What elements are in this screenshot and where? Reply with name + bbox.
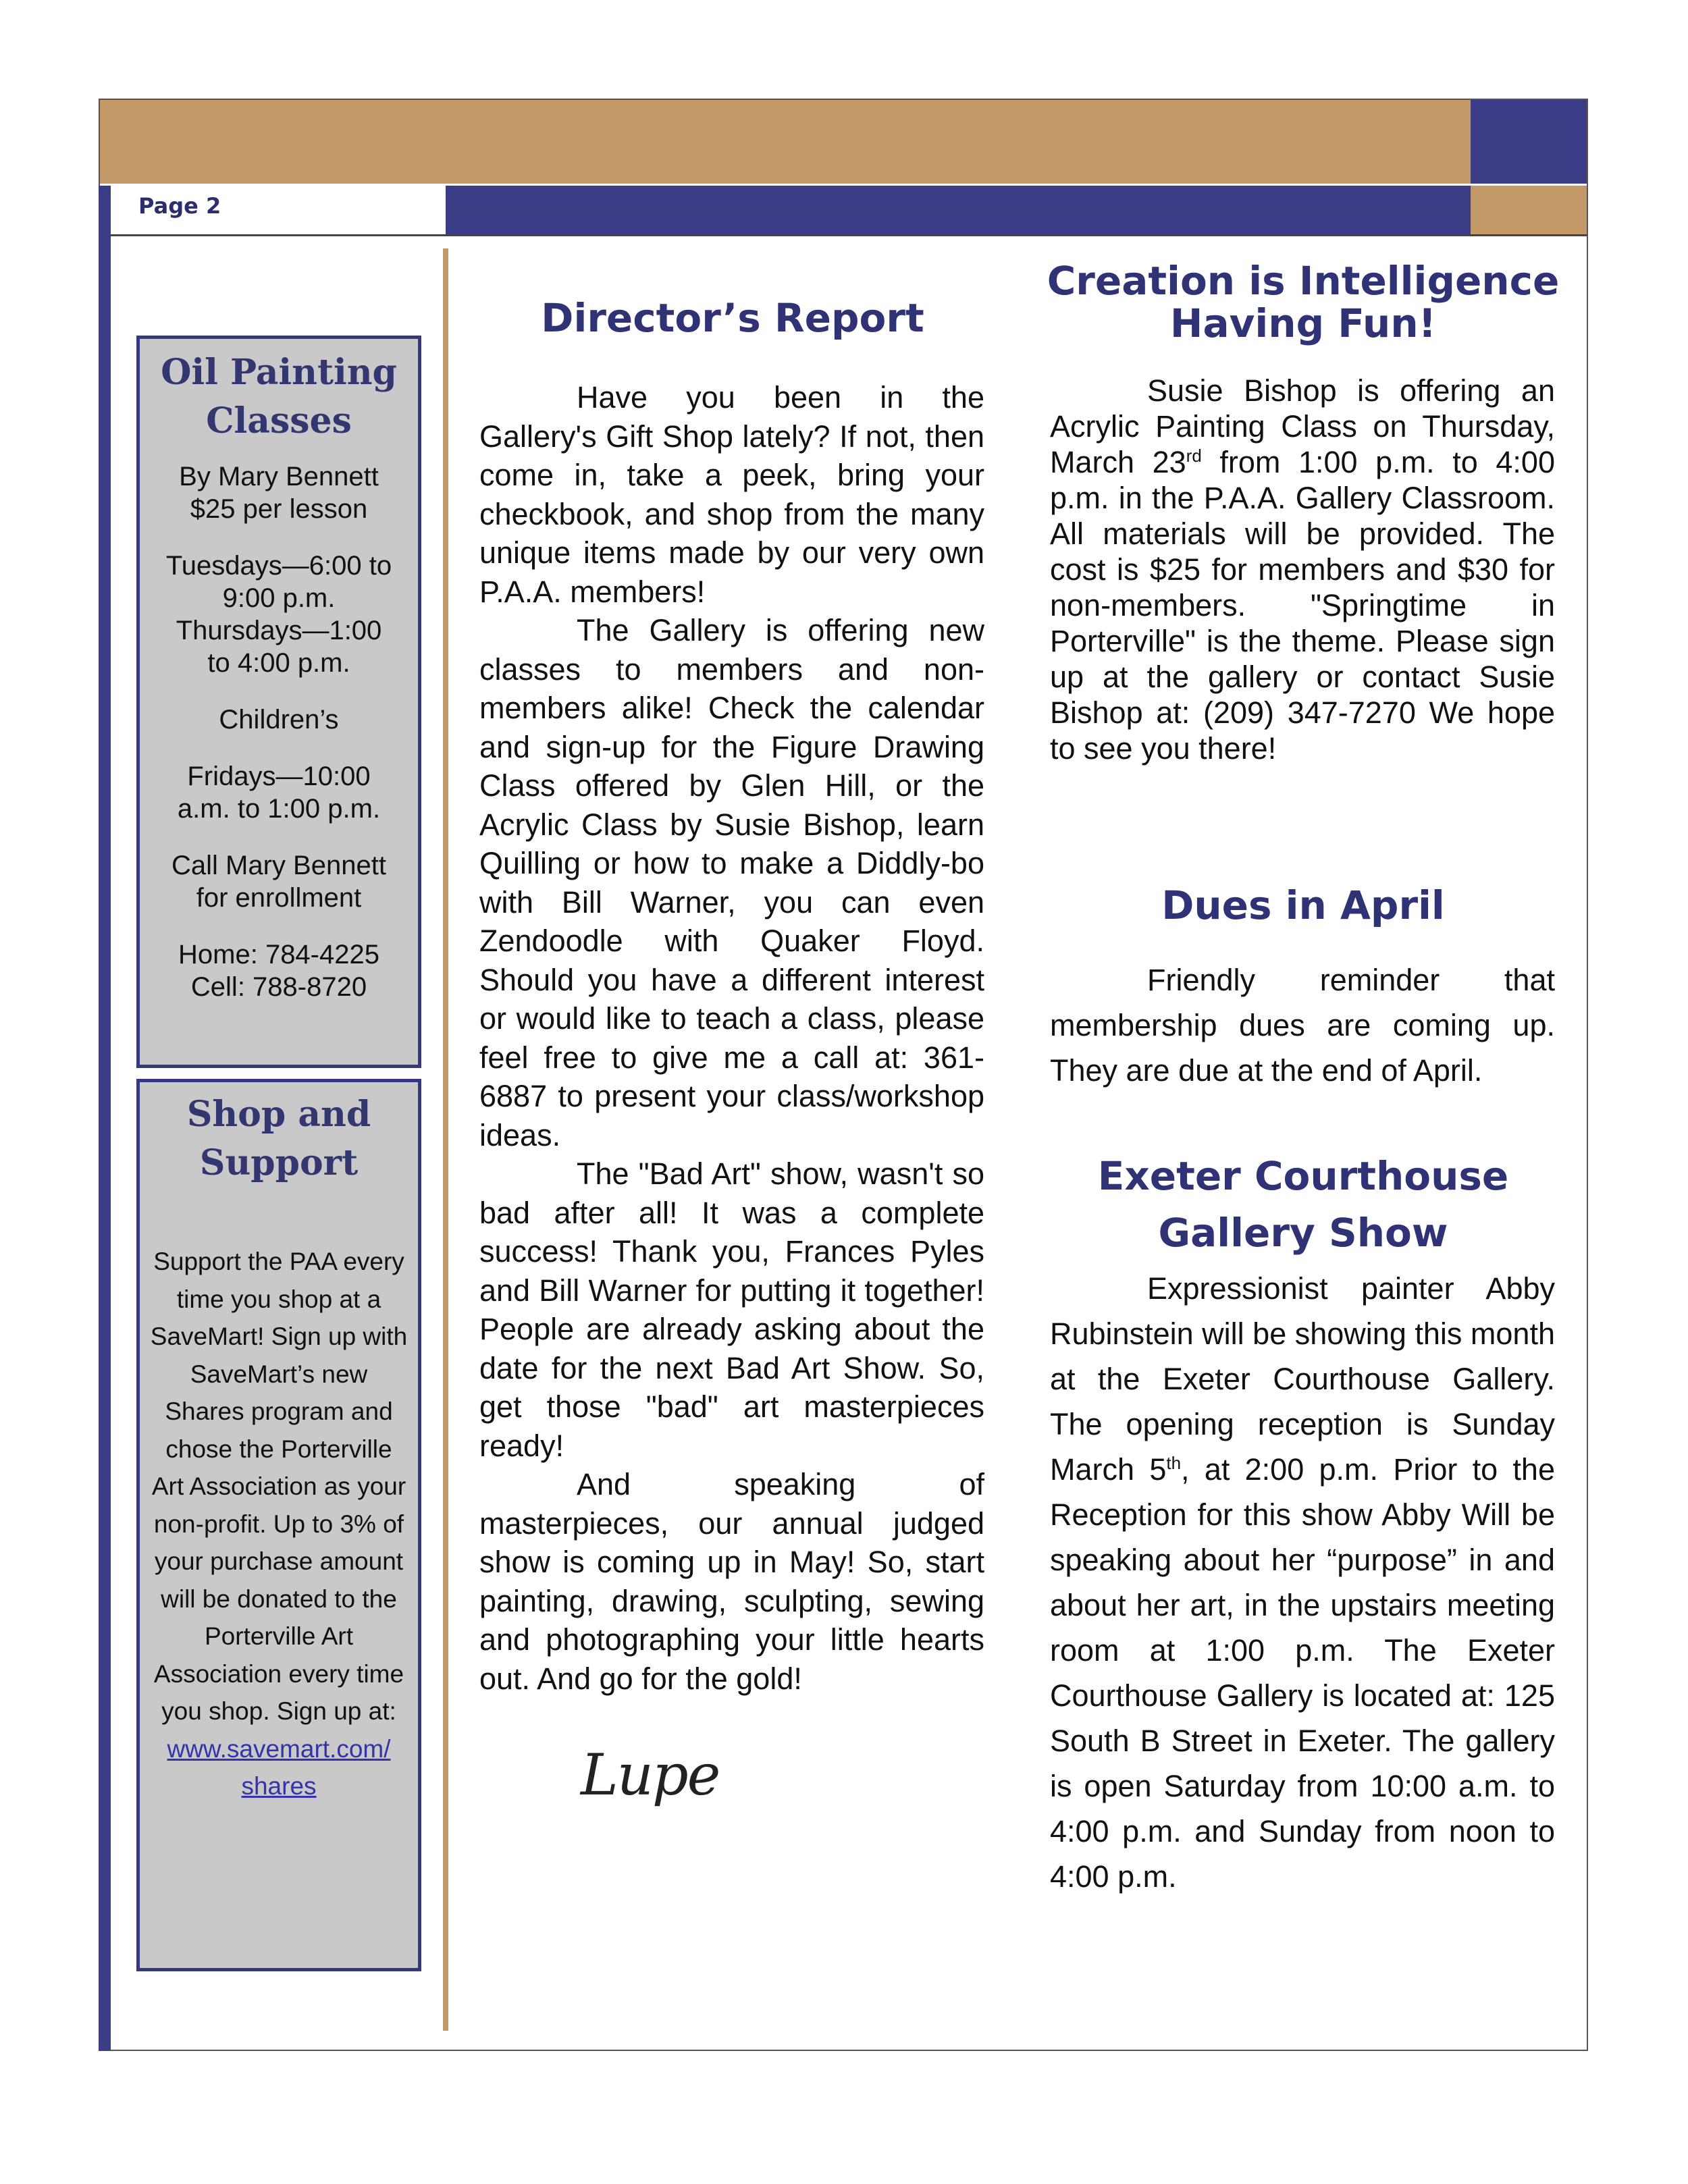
exeter-body: [1050, 1266, 1555, 1899]
savemart-link-line1[interactable]: www.savemart.com/: [167, 1734, 391, 1763]
oil-title-line1: Oil Painting: [161, 352, 397, 393]
oil-title-line2: Classes: [206, 400, 352, 442]
creation-heading-line2: Having Fun!: [1169, 300, 1437, 346]
left-accent-bar: [99, 186, 111, 2051]
shop-title-line1: Shop and: [186, 1094, 371, 1135]
oil-schedule-friday: Fridays—10:00: [187, 762, 371, 791]
oil-schedule-tuesday: Tuesdays—6:00 to: [165, 551, 392, 581]
exeter-superscript: th: [1166, 1453, 1182, 1473]
page-number: Page 2: [138, 193, 221, 219]
oil-home-phone: Home: 784-4225: [178, 940, 379, 969]
dues-paragraph: Friendly reminder that membership dues are coming up. They are due at the end of April.: [1050, 963, 1555, 1088]
shop-body: Support the PAA every time you shop at a SaveMart! Sign up with SaveMart’s new Shares program and chose the Porterville Art Association as your non-profit. Up to 3% of your purchase amount will be donated to the Porterville Art Association every time you shop. Sign up at:: [150, 1248, 408, 1725]
header-corner-navy: [1471, 100, 1587, 184]
director-paragraph-2: The Gallery is offering new classes to members and non-members alike! Check the calendar and sign-up for the Figure Drawing Class offered by Glen Hill, or the Acrylic Class by Susie Bishop, learn Quilling or how to make a Diddly-bo with Bill Warner, you can even Zendoodle with Quaker Floyd. Should you have a different interest or would like to teach a class, please feel free to give me a call at: 361-6887 to present your class/workshop ideas.: [479, 613, 984, 1152]
header-band-navy: [446, 186, 1471, 234]
director-report-body: [479, 378, 984, 1698]
shop-support-box: [136, 1079, 421, 1971]
creation-paragraph: [1050, 373, 1555, 766]
exeter-paragraph: [1050, 1266, 1555, 1899]
creation-body: [1050, 373, 1555, 766]
director-paragraph-4: And speaking of masterpieces, our annual judged show is coming up in May! So, start painting, drawing, sculpting, sewing and photographing your little hearts out. And go for the gold!: [479, 1467, 984, 1696]
oil-instructor: By Mary Bennett: [179, 462, 379, 491]
oil-price: $25 per lesson: [190, 494, 368, 524]
oil-schedule-thursday-end: to 4:00 p.m.: [207, 648, 350, 678]
column-divider: [443, 248, 448, 2031]
creation-heading-line1: Creation is Intelligence: [1047, 258, 1560, 304]
oil-enrollment: for enrollment: [196, 883, 362, 913]
director-signature: Lupe: [581, 1742, 720, 1808]
creation-text-b: from 1:00 p.m. to 4:00 p.m. in the P.A.A. Gallery Classroom. All materials will be provided. The cost is $25 for members and $30 for non-members. "Springtime in Porterville" is the theme. Please sign up at the gallery or contact Susie Bishop at: (209) 347-7270 We hope to see you there!: [1050, 445, 1555, 766]
oil-schedule-thursday: Thursdays—1:00: [176, 616, 382, 645]
exeter-heading-line2: Gallery Show: [1158, 1210, 1448, 1256]
creation-heading: [1040, 260, 1566, 345]
oil-schedule-tuesday-end: 9:00 p.m.: [222, 583, 336, 613]
exeter-text-a: Expressionist painter Abby Rubinstein will be showing this month at the Exeter Courthouse Gallery. The opening reception is Sunday March 5: [1050, 1271, 1555, 1487]
oil-cell-phone: Cell: 788-8720: [190, 972, 367, 1002]
dues-heading: Dues in April: [1161, 882, 1445, 928]
oil-painting-box: [136, 336, 421, 1068]
oil-schedule-friday-end: a.m. to 1:00 p.m.: [177, 794, 381, 824]
director-paragraph-3: The "Bad Art" show, wasn't so bad after all! It was a complete success! Thank you, Frances Pyles and Bill Warner for putting it together! People are already asking about the date for the next Bad Art Show. So, get those "bad" art masterpieces ready!: [479, 1156, 984, 1463]
creation-superscript: rd: [1186, 446, 1202, 466]
director-heading: Director’s Report: [541, 295, 924, 341]
shop-title-line2: Support: [199, 1142, 359, 1183]
exeter-heading-line1: Exeter Courthouse: [1097, 1153, 1509, 1199]
savemart-link-line2[interactable]: shares: [241, 1772, 317, 1800]
oil-call: Call Mary Bennett: [172, 851, 386, 880]
header-rule: [111, 234, 1587, 236]
exeter-heading: [1040, 1148, 1566, 1261]
dues-body: [1050, 957, 1555, 1093]
director-paragraph-1: Have you been in the Gallery's Gift Shop lately? If not, then come in, take a peek, bring your checkbook, and shop from the many unique items made by our very own P.A.A. members!: [479, 380, 984, 609]
oil-children-label: Children’s: [219, 705, 339, 735]
header-corner-tan: [1471, 186, 1587, 234]
header-band-tan: [100, 100, 1471, 184]
exeter-text-b: , at 2:00 p.m. Prior to the Reception for this show Abby Will be speaking about her “purpose” in and about her art, in the upstairs meeting room at 1:00 p.m. The Exeter Courthouse Gallery is located at: 125 South B Street in Exeter. The gallery is open Saturday from 10:00 a.m. to 4:00 p.m. and Sunday from noon to 4:00 p.m.: [1050, 1452, 1555, 1894]
creation-text-a: Susie Bishop is offering an Acrylic Painting Class on Thursday, March 23: [1050, 373, 1555, 479]
